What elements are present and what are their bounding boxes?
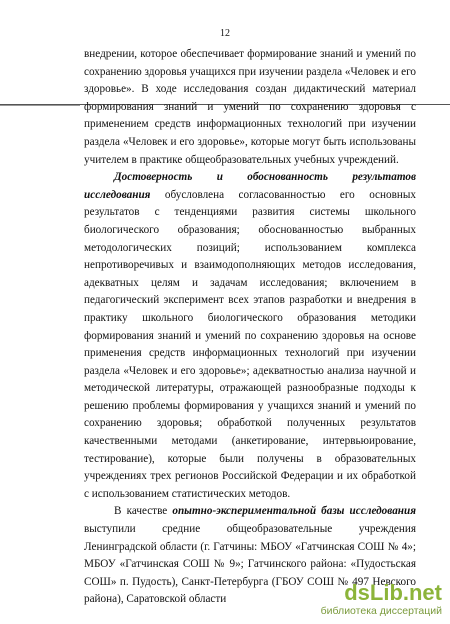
body-text: [84, 46, 416, 609]
paragraph-3-text: выступили средние общеобразовательные учреждения Ленинградской области (г. Гатчины: МБОУ «Гатчинская СОШ № 4»; МБОУ «Гатчинская СОШ № 9»; Гатчинского района: «Пудостьская СОШ» п. Пудость), Санкт-Петербурга (ГБОУ СОШ № 497 Невского района), Саратовской области: [84, 523, 416, 606]
page-number: 12: [220, 28, 230, 39]
paragraph-1: [84, 46, 416, 169]
paragraph-2-text: обусловлена согласованностью его основных результатов с тенденциями развития системы школьного биологического образования; обоснованностью выбранных методологических позиций; использованием комплекса непротиворечивых и взаимодополняющих методов исследования, адекватных целям и задачам исследования; включением в педагогический эксперимент всех этапов разработки и внедрения в практику школьного биологического образования методики формирования знаний и умений по сохранению здоровья на основе применения средств информационных технологий при изучении раздела «Человек и его здоровье»; адекватностью анализа научной и методической литературы, отражающей разнообразные подходы к решению проблемы формирования у учащихся знаний и умений по сохранению здоровья; обработкой полученных результатов качественными методами (анкетирование, интервьюирование, тестирование), которые были получены в образовательных учреждениях трех регионов Российской Федерации и их обработкой с использованием статистических методов.: [84, 188, 416, 500]
paragraph-2-lead: Достоверность и обоснованность результатов исследования: [84, 171, 416, 201]
paragraph-2: [84, 169, 416, 503]
watermark-subtitle: библиотека диссертаций: [320, 605, 442, 617]
paragraph-1-text: внедрении, которое обеспечивает формирование знаний и умений по сохранению здоровья учащихся при изучении раздела «Человек и его здоровье». В ходе исследования создан дидактический материал формирования знаний и умений по сохранению здоровья с применением средств информационных технологий при изучении раздела «Человек и его здоровье», которые могут быть использованы учителем в практике общеобразовательных учебных учреждений.: [84, 48, 416, 166]
watermark: [321, 581, 442, 618]
paragraph-3-lead-plain: В качестве: [114, 505, 173, 518]
paragraph-3-lead: опытно-экспериментальной базы исследования: [172, 505, 416, 518]
watermark-logo: dsLib.net: [344, 580, 442, 605]
